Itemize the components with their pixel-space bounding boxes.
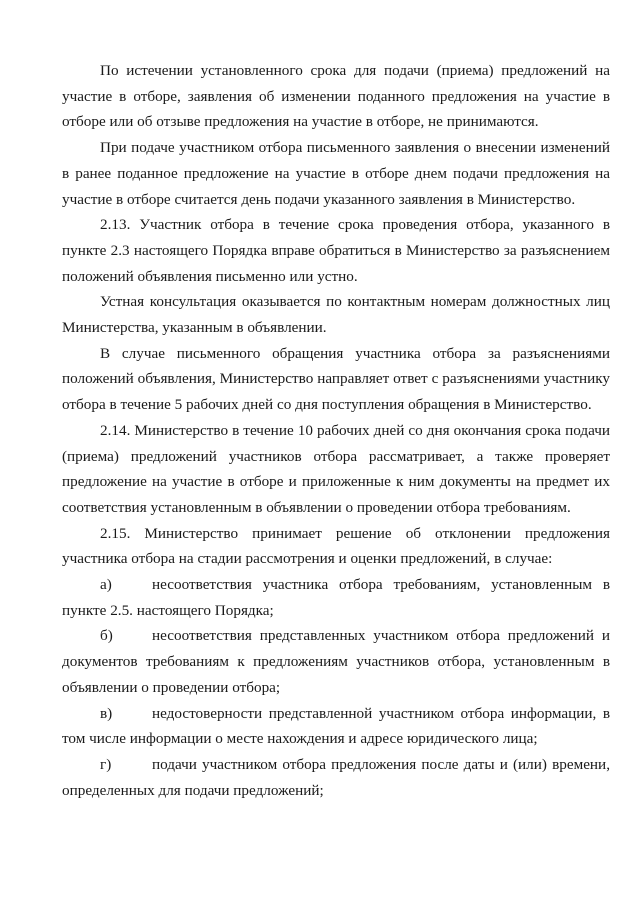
list-item-text: подачи участником отбора предложения после даты и (или) времени, определенных для подачи предложений; xyxy=(62,755,610,799)
paragraph-2-14-review: 2.14. Министерство в течение 10 рабочих дней со дня окончания срока подачи (приема) предложений участников отбора рассматривает, а также проверяет предложение на участие в отборе и приложенные к ним документы на предмет их соответствия установленным в объявлении о проведении отбора требованиям. xyxy=(62,421,610,516)
paragraph-deadline-rejection: По истечении установленного срока для подачи (приема) предложений на участие в отборе, заявления об изменении поданного предложения на участие в отборе или об отзыве предложения на участие в отборе, не принимаются. xyxy=(62,62,610,131)
list-item-v xyxy=(62,701,610,752)
paragraph-change-submission-date: При подаче участником отбора письменного заявления о внесении изменений в ранее поданное предложение на участие в отборе днем подачи предложения на участие в отборе считается день подачи указанного заявления в Министерство. xyxy=(62,139,610,208)
list-item-text: несоответствия участника отбора требованиям, установленным в пункте 2.5. настоящего Порядка; xyxy=(62,576,610,619)
paragraph-written-request: В случае письменного обращения участника отбора за разъяснениями положений объявления, Министерство направляет ответ с разъяснениями участнику отбора в течение 5 рабочих дней со дня поступления обращения в Министерство. xyxy=(62,344,610,414)
paragraph-2-13-clarification: 2.13. Участник отбора в течение срока проведения отбора, указанного в пункте 2.3 настоящего Порядка вправе обратиться в Министерство за разъяснением положений объявления письменно или устно. xyxy=(62,216,610,285)
list-item-a xyxy=(62,572,610,623)
list-item-text: несоответствия представленных участником отбора предложений и документов требованиям к предложениям участников отбора, установленным в объявлении о проведении отбора; xyxy=(62,627,610,696)
list-item-b xyxy=(62,623,610,700)
list-marker: б) xyxy=(100,627,113,645)
list-marker: а) xyxy=(100,576,112,594)
paragraph-2-15-rejection: 2.15. Министерство принимает решение об отклонении предложения участника отбора на стадии рассмотрения и оценки предложений, в случае: xyxy=(62,524,610,568)
list-marker: г) xyxy=(100,755,112,773)
list-marker: в) xyxy=(100,704,113,722)
list-item-g xyxy=(62,752,610,803)
paragraph-oral-consultation: Устная консультация оказывается по контактным номерам должностных лиц Министерства, указанным в объявлении. xyxy=(62,293,610,337)
list-item-text: недостоверности представленной участником отбора информации, в том числе информации о месте нахождения и адресе юридического лица; xyxy=(62,704,610,748)
document-page xyxy=(62,58,610,803)
